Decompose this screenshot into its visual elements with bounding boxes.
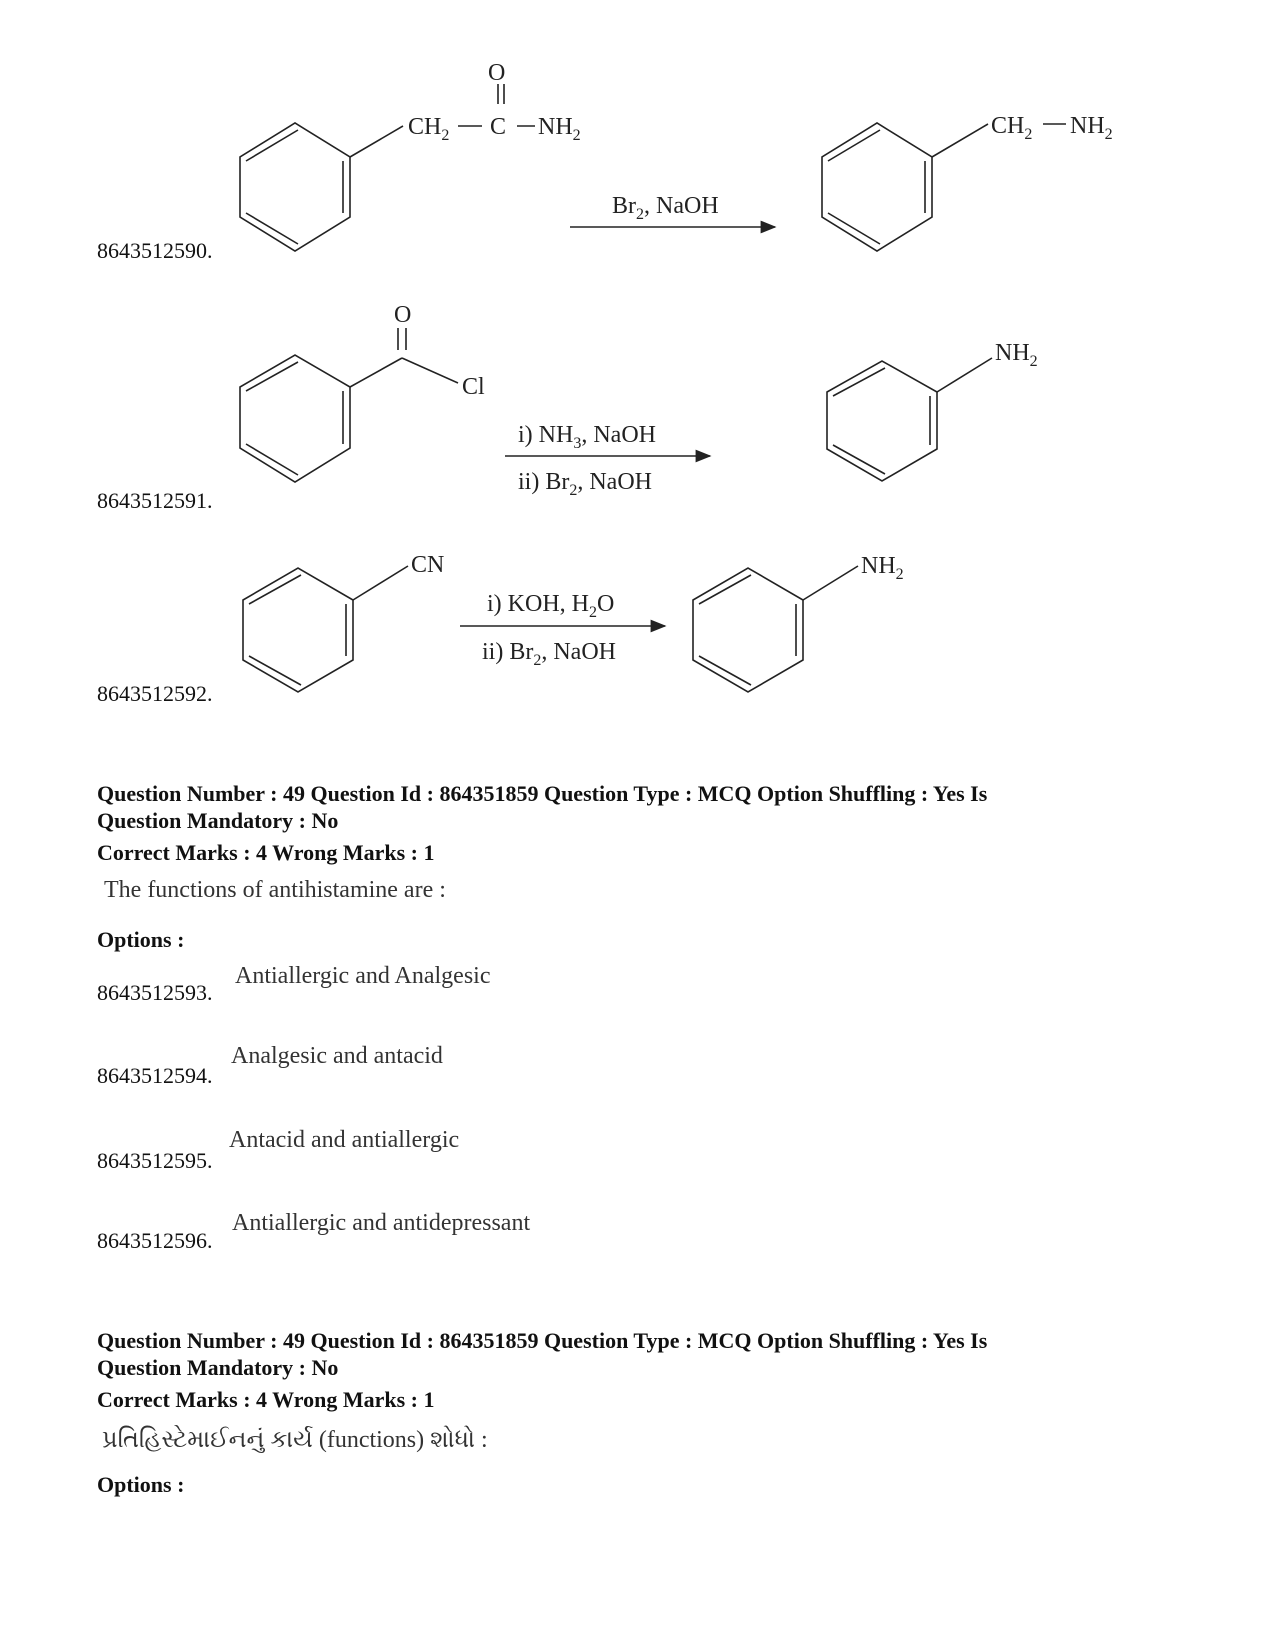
- benzene-ring-product-1: [822, 123, 932, 251]
- bond: [937, 358, 992, 392]
- bond: [350, 126, 403, 157]
- reagent-label: i) KOH, $H_2O$: [487, 591, 615, 621]
- benzene-ring-reactant-3: [243, 568, 353, 692]
- group-label: $NH_2$: [1070, 113, 1113, 143]
- group-label: CN: [411, 552, 445, 578]
- marks-line: Correct Marks : 4 Wrong Marks : 1: [97, 1387, 435, 1412]
- question-meta: [97, 1327, 1197, 1381]
- bond: [803, 566, 858, 600]
- option-id: 8643512592.: [97, 681, 213, 706]
- reagent-label: i) $NH_3$, NaOH: [518, 422, 656, 452]
- option-id: 8643512595.: [97, 1148, 213, 1173]
- option-id: 8643512596.: [97, 1228, 213, 1253]
- options-label: Options :: [97, 927, 185, 952]
- oxygen-label: O: [394, 302, 412, 328]
- benzene-ring-reactant-2: [240, 355, 350, 482]
- question-meta-line: Question Mandatory : No: [97, 1355, 339, 1380]
- option-id: 8643512593.: [97, 980, 213, 1005]
- carbon-label: C: [490, 114, 507, 140]
- group-label: $NH_2$: [538, 114, 581, 144]
- question-meta-line: Question Number : 49 Question Id : 864351859 Question Type : MCQ Option Shuffling : Yes Is: [97, 1328, 988, 1353]
- question-meta: [97, 780, 1197, 834]
- benzene-ring-reactant-1: [240, 123, 350, 251]
- reagent-label: $Br_2$, NaOH: [612, 193, 719, 223]
- group-label: $NH_2$: [861, 553, 904, 583]
- reagent-label: ii) $Br_2$, NaOH: [482, 639, 616, 669]
- question-meta-line: Question Number : 49 Question Id : 864351859 Question Type : MCQ Option Shuffling : Yes Is: [97, 781, 988, 806]
- question-text: પ્રતિહિસ્ટેમાઈનનું કાર્ય (functions) શોધો :: [102, 1427, 488, 1453]
- chlorine-label: Cl: [462, 374, 485, 400]
- option-text: Antiallergic and Analgesic: [235, 963, 491, 989]
- bond: [402, 358, 458, 383]
- group-label: $CH_2$: [991, 113, 1033, 143]
- option-id: 8643512591.: [97, 488, 213, 513]
- group-label: $CH_2$: [408, 114, 450, 144]
- reagent-label: ii) $Br_2$, NaOH: [518, 469, 652, 499]
- option-text: Antiallergic and antidepressant: [232, 1210, 531, 1236]
- bond: [350, 358, 402, 387]
- oxygen-label: O: [488, 60, 506, 86]
- option-text: Analgesic and antacid: [231, 1043, 443, 1069]
- option-id: 8643512590.: [97, 238, 213, 263]
- bond: [932, 124, 988, 157]
- marks-line: Correct Marks : 4 Wrong Marks : 1: [97, 840, 435, 865]
- option-text: Antacid and antiallergic: [229, 1127, 460, 1153]
- reaction-diagrams: [0, 0, 1275, 740]
- benzene-ring-product-2: [827, 361, 937, 481]
- bond: [353, 566, 408, 600]
- option-id: 8643512594.: [97, 1063, 213, 1088]
- question-text: The functions of antihistamine are :: [104, 877, 446, 903]
- question-meta-line: Question Mandatory : No: [97, 808, 339, 833]
- options-label: Options :: [97, 1472, 185, 1497]
- benzene-ring-product-3: [693, 568, 803, 692]
- group-label: $NH_2$: [995, 340, 1038, 370]
